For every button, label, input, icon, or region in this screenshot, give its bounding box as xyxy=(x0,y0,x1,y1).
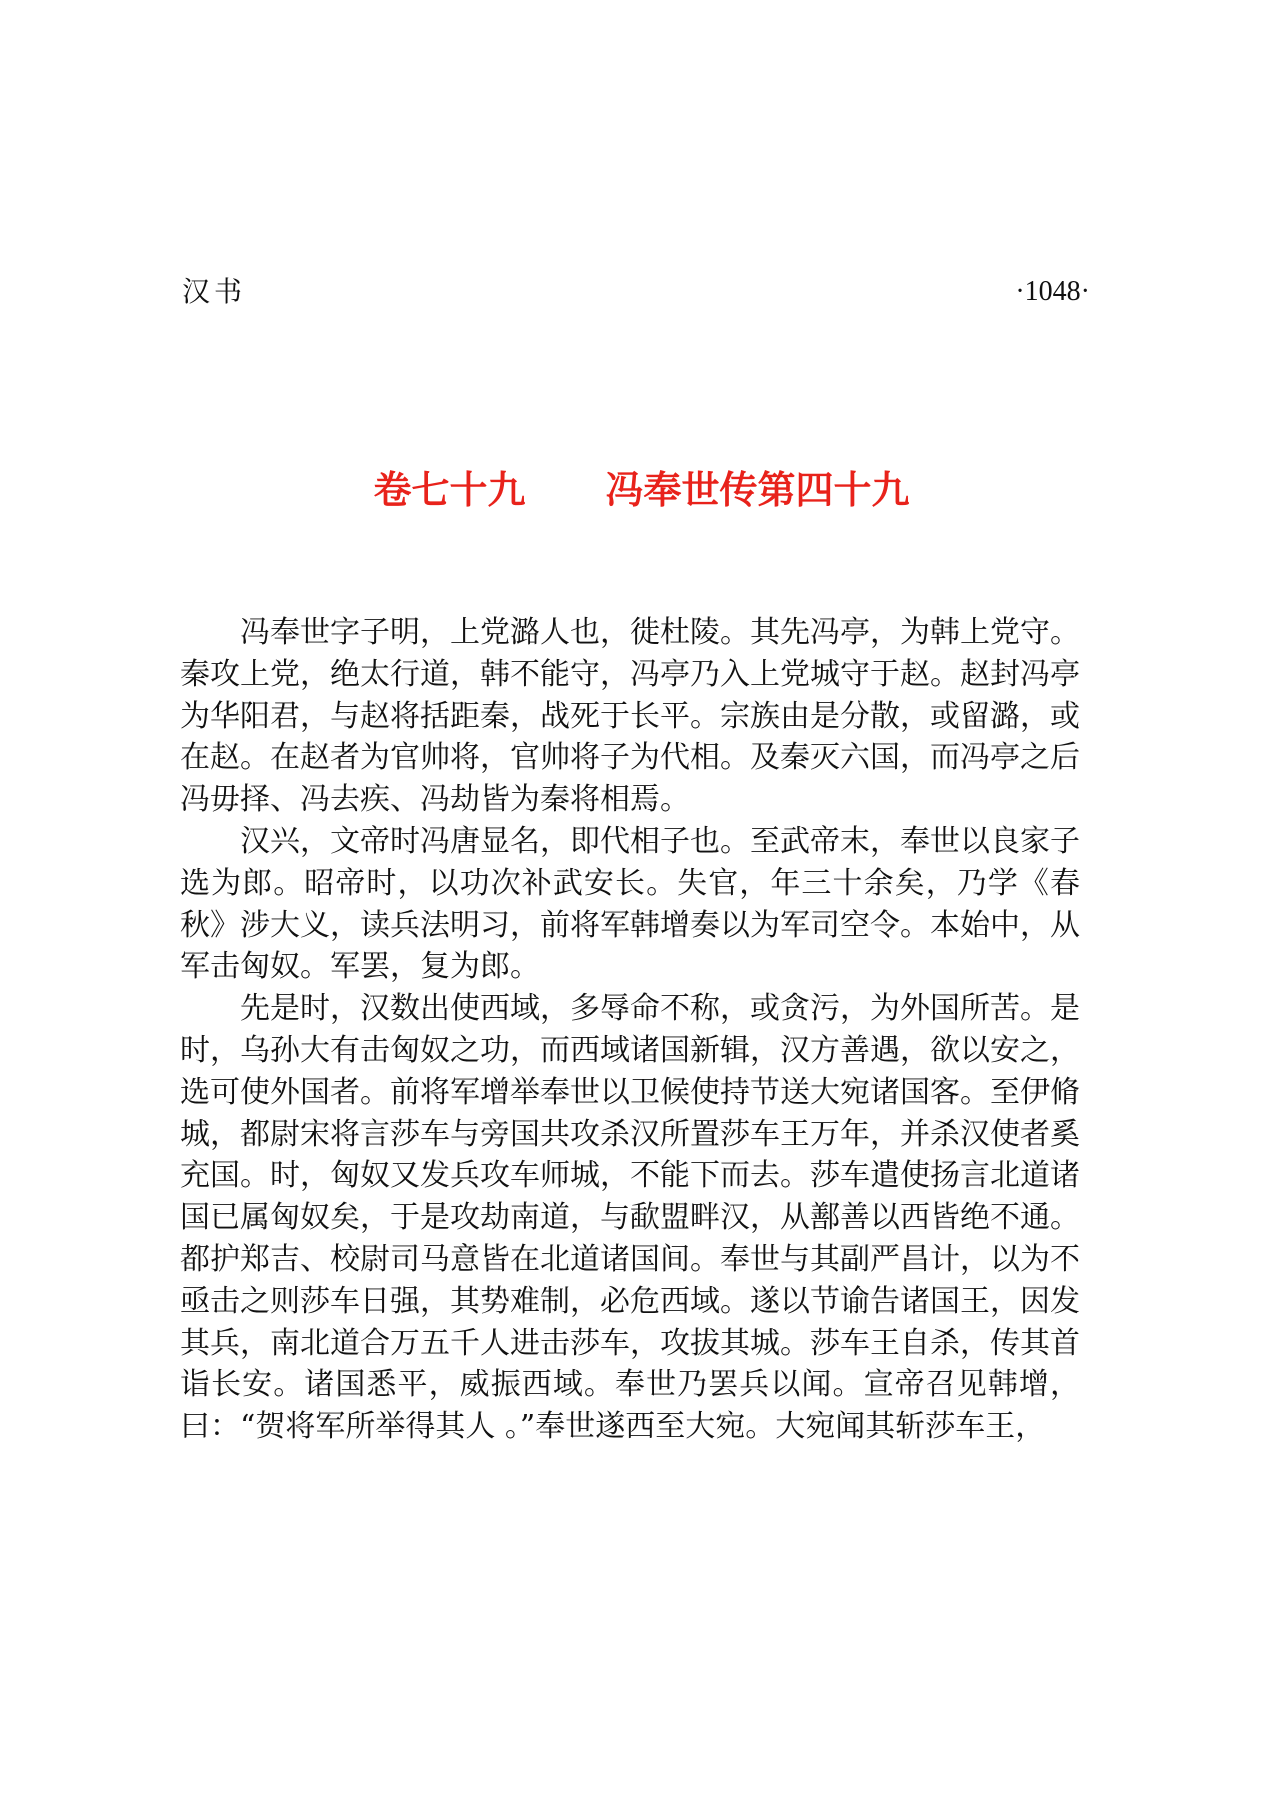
body-text xyxy=(180,612,1080,1448)
chapter-heading xyxy=(0,462,1283,518)
chapter-volume: 卷七十九 xyxy=(373,468,526,512)
chapter-title: 冯奉世传第四十九 xyxy=(605,468,910,512)
paragraph: 汉兴，文帝时冯唐显名，即代相子也。至武帝末，奉世以良家子选为郎。昭帝时，以功次补武安长。失官，年三十余矣，乃学《春秋》涉大义，读兵法明习，前将军韩增奏以为军司空令。本始中，从军击匈奴。军罢，复为郎。 xyxy=(180,823,1080,985)
paragraph: 先是时，汉数出使西域，多辱命不称，或贪污，为外国所苦。是时，乌孙大有击匈奴之功，而西域诸国新辑，汉方善遇，欲以安之，选可使外国者。前将军增举奉世以卫候使持节送大宛诸国客。至伊脩城，都尉宋将言莎车与旁国共攻杀汉所置莎车王万年，并杀汉使者奚充国。时，匈奴又发兵攻车师城，不能下而去。莎车遣使扬言北道诸国已属匈奴矣，于是攻劫南道，与歃盟畔汉，从鄯善以西皆绝不通。都护郑吉、校尉司马意皆在北道诸国间。奉世与其副严昌计，以为不亟击之则莎车日强，其势难制，必危西域。遂以节谕告诸国王，因发其兵，南北道合万五千人进击莎车，攻拔其城。莎车王自杀，传其首诣长安。诸国悉平，威振西域。奉世乃罢兵以闻。宣帝召见韩增，曰：“贺将军所举得其人 。”奉世遂西至大宛。大宛闻其斩莎车王， xyxy=(180,991,1080,1445)
running-header-book-title: 汉书 xyxy=(182,275,247,308)
page-number: ·1048· xyxy=(1015,276,1090,307)
paragraph: 冯奉世字子明，上党潞人也，徙杜陵。其先冯亭，为韩上党守。秦攻上党，绝太行道，韩不能守，冯亭乃入上党城守于赵。赵封冯亭为华阳君，与赵将括距秦，战死于长平。宗族由是分散，或留潞，或在赵。在赵者为官帅将，官帅将子为代相。及秦灭六国，而冯亭之后冯毋择、冯去疾、冯劫皆为秦将相焉。 xyxy=(180,615,1080,818)
